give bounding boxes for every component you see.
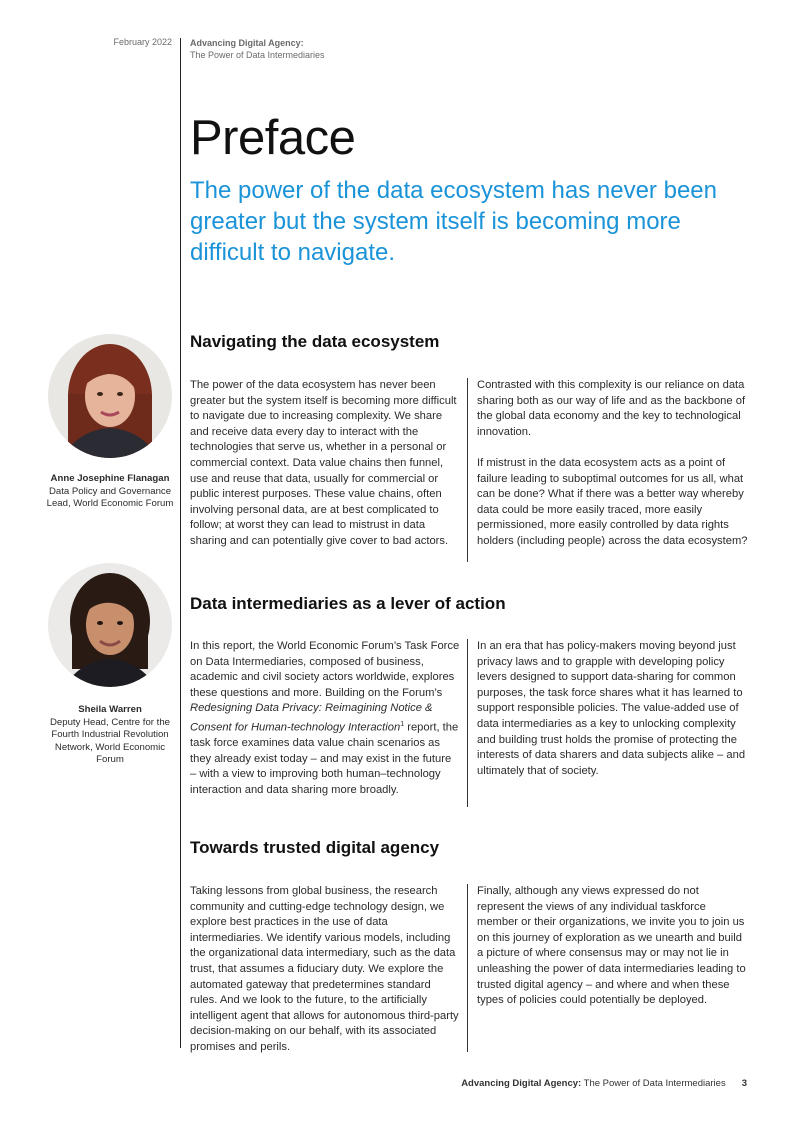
section-heading-navigating: Navigating the data ecosystem [190,332,440,351]
paragraph [190,639,460,799]
person-role: Deputy Head, Centre for the Fourth Industrial Revolution Network, World Economic Forum [50,716,170,765]
margin-rule [180,38,181,1048]
paragraph: The power of the data ecosystem has never been greater but the system itself is becoming more difficult to navigate due to increasing complexity. We share and receive data every day to interact with the technologies that serve us, whether in a personal or commercial context. Data value chains then funnel, use and reuse that data, usually for commercial or public interest purposes. These value chains, often involving personal data, are at best complicated to follow; at worst they can lead to mistrust in data sharing and can potentially give cover to bad actors. [190,379,457,547]
person-name: Anne Josephine Flanagan [50,473,170,484]
paragraph: If mistrust in the data ecosystem acts as a point of failure leading to suboptimal outcomes for us all, what can be done? What if there was a better way whereby data could be more easily traced, more easily permissioned, more easily controlled by data rights holders (including people) across the data ecosystem? [477,456,748,547]
column-divider [467,378,468,562]
page-title: Preface [190,111,356,165]
portrait-image [48,334,172,458]
footer-subtitle: The Power of Data Intermediaries [581,1078,726,1089]
paragraph: Contrasted with this complexity is our reliance on data sharing both as our way of life and as the backbone of the global data economy and the key to technological innovation. [477,379,746,438]
lede-text: The power of the data ecosystem has never been greater but the system itself is becoming more difficult to navigate. [190,177,717,266]
header-subtitle: The Power of Data Intermediaries [190,50,325,60]
person-name: Sheila Warren [78,704,142,715]
column-divider [467,884,468,1052]
footnote-marker: 1 [400,720,405,728]
section1-right-column [477,378,749,550]
header-title: Advancing Digital Agency: [190,38,304,48]
paragraph-text: In this report, the World Economic Forum’s Task Force on Data Intermediaries, composed of business, academic and civil society actors worldwide, explores these questions and more. Building on the Forum’s [190,640,460,699]
portrait-anne-flanagan [48,334,172,458]
person-role: Data Policy and Governance Lead, World Economic Forum [46,485,174,509]
running-header [190,37,325,61]
portrait-sheila-warren [48,563,172,687]
section-heading-intermediaries: Data intermediaries as a lever of action [190,594,506,613]
paragraph: In an era that has policy-makers moving beyond just privacy laws and to grapple with developing policy levers designed to support data-sharing for common purposes, the task force shares what it has learned to support responsible policies. The value-added use of data intermediaries as a key to unlocking complexity and building trust holds the promise of protecting the interests of data sharers and data subjects alike – and ultimately that of society. [477,640,746,777]
caption-sheila-warren [44,704,176,767]
column-divider [467,639,468,807]
portrait-image [48,563,172,687]
section2-left-column [190,639,460,799]
caption-anne-flanagan [44,473,176,511]
report-title-link: Redesigning Data Privacy: Reimagining Notice & Consent for Human-technology Interaction [190,702,433,734]
paragraph-text: report, the task force examines data value chain scenarios as they already exist today – and may exist in the future – with a view to improving both human–technology interaction and data sharing more broadly. [190,721,459,797]
section3-right-column [477,884,749,1009]
paragraph: Finally, although any views expressed do not represent the views of any individual taskforce member or their organizations, we invite you to join us on this journey of exploration as we unearth and build a picture of where consensus may or may not lie in unleashing the power of data intermediaries leading to trusted digital agency – and where and when these types of policies could potentially be deployed. [477,885,746,1007]
section-heading-trusted-agency: Towards trusted digital agency [190,838,440,857]
page-footer [461,1078,747,1089]
page-number: 3 [741,1078,747,1089]
section2-right-column [477,639,749,779]
header-date: February 2022 [113,37,172,47]
section3-left-column [190,884,460,1056]
paragraph: Taking lessons from global business, the research community and cutting-edge technology design, we explore best practices in the use of data intermediaries. We identify various models, including the organizational data intermediary, such as the data trust, that assumes a fiduciary duty. We explore the automated gateway that predetermines standard rules. And we look to the future, to the artificially intelligent agent that allows for autonomous third-party decision-making on our behalf, with its associated promises and perils. [190,885,459,1053]
section1-left-column [190,378,460,550]
footer-title: Advancing Digital Agency: [461,1078,582,1089]
